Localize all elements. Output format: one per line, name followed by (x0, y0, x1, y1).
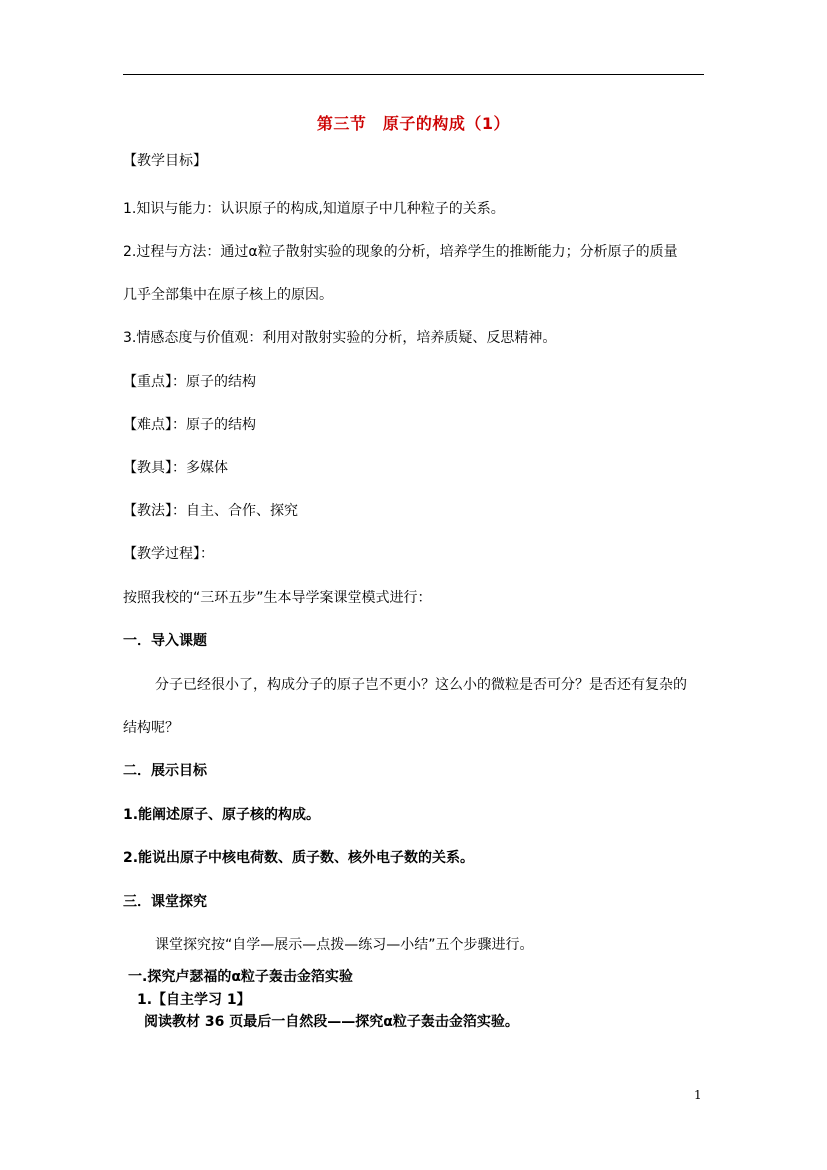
objective-1: 1.知识与能力：认识原子的构成,知道原子中几种粒子的关系。 (123, 201, 505, 217)
document-title: 第三节 原子的构成（1） (316, 114, 511, 133)
objective-2-line-2: 几乎全部集中在原子核上的原因。 (123, 287, 333, 303)
section-3-heading: 三．课堂探究 (123, 894, 207, 910)
self-study-heading: 1.【自主学习 1】 (137, 992, 251, 1008)
difficulty: 【难点】：原子的结构 (123, 417, 256, 433)
intro-paragraph: 按照我校的“三环五步”生本导学案课堂模式进行： (123, 590, 432, 606)
objectives-heading: 【教学目标】 (123, 153, 207, 169)
section-1-paragraph-line-1: 分子已经很小了，构成分子的原子岂不更小？这么小的微粒是否可分？是否还有复杂的 (155, 677, 687, 693)
key-point: 【重点】：原子的结构 (123, 374, 256, 390)
section-3-paragraph: 课堂探究按“自学—展示—点拨—练习—小结”五个步骤进行。 (155, 937, 534, 953)
section-1-paragraph-line-2: 结构呢？ (123, 720, 179, 736)
objective-3: 3.情感态度与价值观：利用对散射实验的分析，培养质疑、反思精神。 (123, 330, 557, 346)
section-2-heading: 二．展示目标 (123, 763, 207, 779)
teaching-methods: 【教法】：自主、合作、探究 (123, 503, 298, 519)
reading-instruction: 阅读教材 36 页最后一自然段——探究α粒子轰击金箔实验。 (144, 1014, 519, 1030)
goal-1: 1.能阐述原子、原子核的构成。 (123, 807, 321, 823)
goal-2: 2.能说出原子中核电荷数、质子数、核外电子数的关系。 (123, 850, 475, 866)
page-number: 1 (694, 1088, 702, 1102)
subsection-1-heading: 一.探究卢瑟福的α粒子轰击金箔实验 (128, 969, 353, 985)
process-heading: 【教学过程】： (123, 546, 214, 562)
teaching-tools: 【教具】：多媒体 (123, 460, 228, 476)
objective-2-line-1: 2.过程与方法：通过α粒子散射实验的现象的分析，培养学生的推断能力；分析原子的质量 (123, 244, 678, 260)
section-1-heading: 一．导入课题 (123, 633, 207, 649)
header-rule (123, 74, 704, 75)
